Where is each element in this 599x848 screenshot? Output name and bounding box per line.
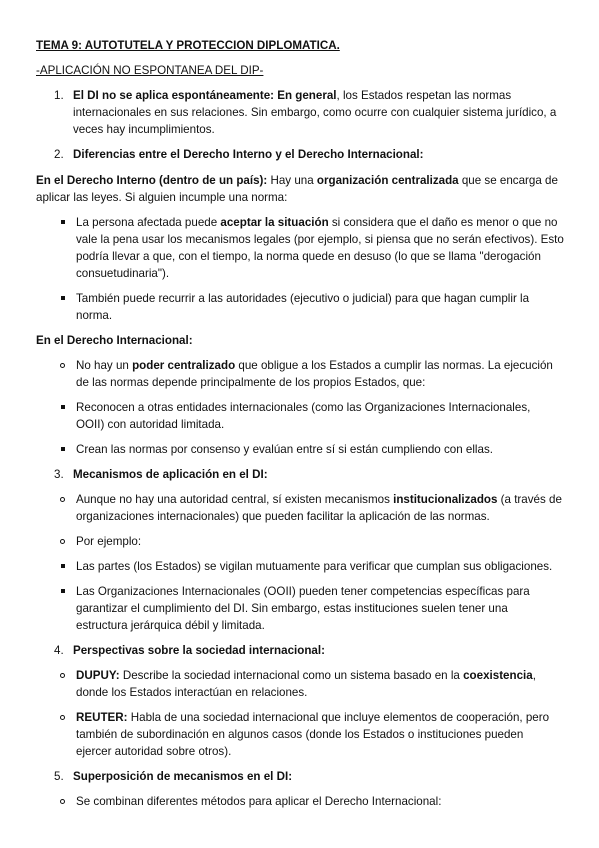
section-3-sq1: Las partes (los Estados) se vigilan mutuamente para verificar que cumplan sus obligaciones. <box>76 560 553 573</box>
internacional-c1-bold: poder centralizado <box>132 359 236 372</box>
square-bullet-icon <box>61 447 65 451</box>
section-4-c1-bold-2: coexistencia <box>463 669 533 682</box>
square-bullet-icon <box>61 405 65 409</box>
section-4-heading: Perspectivas sobre la sociedad internacional: <box>73 644 325 657</box>
section-4-dupuy: DUPUY: <box>76 669 120 682</box>
section-1-bold: El DI no se aplica espontáneamente: En general <box>73 89 337 102</box>
section-3-number: 3. <box>54 468 64 481</box>
section-1-line-3: veces hay incumplimientos. <box>73 123 215 136</box>
interno-bullet-1-line-3: podría llevar a que, con el tiempo, la norma quede en desuso (lo que se llama "derogación <box>76 250 541 263</box>
interno-line-2: aplicar las leyes. Si alguien incumple una norma: <box>36 191 288 204</box>
section-3-c1-bold: institucionalizados <box>393 493 498 506</box>
document-subtitle: -APLICACIÓN NO ESPONTANEA DEL DIP- <box>36 64 264 77</box>
section-3-c1-line-2: organizaciones internacionales) que pueden facilitar la aplicación de las normas. <box>76 510 490 523</box>
internacional-c1-line-1 <box>76 357 553 375</box>
section-5-number: 5. <box>54 770 64 783</box>
document-title: TEMA 9: AUTOTUTELA Y PROTECCION DIPLOMATICA. <box>36 39 340 52</box>
square-bullet-icon <box>61 589 65 593</box>
section-3-sq2-line-1: Las Organizaciones Internacionales (OOII) pueden tener competencias específicas para <box>76 585 530 598</box>
interno-bullet-1-text-a: La persona afectada puede <box>76 216 221 229</box>
circle-bullet-icon <box>60 539 65 544</box>
interno-line-1 <box>36 172 558 190</box>
section-3-heading: Mecanismos de aplicación en el DI: <box>73 468 268 481</box>
interno-bullet-1-bold: aceptar la situación <box>220 216 329 229</box>
section-1-text: , los Estados respetan las normas <box>336 89 512 102</box>
interno-bullet-1-line-2: vale la pena usar los mecanismos legales (por ejemplo, si piensa que no serán efectivos). Esto <box>76 233 564 246</box>
circle-bullet-icon <box>60 363 65 368</box>
interno-text-1: Hay una <box>267 174 317 187</box>
interno-bullet-1-line-4: consuetudinaria"). <box>76 267 170 280</box>
interno-bullet-1-text-b: si considera que el daño es menor o que no <box>328 216 558 229</box>
interno-heading: En el Derecho Interno (dentro de un país): <box>36 174 268 187</box>
section-3-sq2-line-3: estructura jerárquica débil y limitada. <box>76 619 265 632</box>
interno-text-2: que se encarga de <box>458 174 558 187</box>
section-4-reuter: REUTER: <box>76 711 128 724</box>
section-4-number: 4. <box>54 644 64 657</box>
internacional-c1-text-a: No hay un <box>76 359 133 372</box>
section-3-c1-line-1 <box>76 491 562 509</box>
section-4-c1-text-b: , <box>532 669 536 682</box>
section-5-heading: Superposición de mecanismos en el DI: <box>73 770 293 783</box>
section-1-number: 1. <box>54 89 64 102</box>
section-4-c2-text-a: Habla de una sociedad internacional que incluye elementos de cooperación, pero <box>127 711 550 724</box>
circle-bullet-icon <box>60 497 65 502</box>
interno-bullet-2-line-1: También puede recurrir a las autoridades (ejecutivo o judicial) para que hagan cumplir la <box>76 292 530 305</box>
section-3-sq2-line-2: garantizar el cumplimiento del DI. Sin embargo, estas instituciones suelen tener una <box>76 602 508 615</box>
internacional-sq1-line-2: OOII) con autoridad limitada. <box>76 418 225 431</box>
section-1-line-2: internacionales en sus relaciones. Sin embargo, como ocurre con cualquier sistema jurídico, a <box>73 106 557 119</box>
circle-bullet-icon <box>60 673 65 678</box>
section-4-c1-text-a: Describe la sociedad internacional como un sistema basado en la <box>119 669 464 682</box>
section-2-number: 2. <box>54 148 64 161</box>
section-3-c1-text-b: (a través de <box>497 493 562 506</box>
interno-bullet-1-line-1 <box>76 214 557 232</box>
section-4-c1-line-1 <box>76 667 536 685</box>
section-1-line-1 <box>73 87 511 105</box>
section-5-c1: Se combinan diferentes métodos para aplicar el Derecho Internacional: <box>76 795 442 808</box>
circle-bullet-icon <box>60 799 65 804</box>
interno-bullet-2-line-2: norma. <box>76 309 113 322</box>
section-4-c2-line-1 <box>76 709 549 727</box>
section-3-c1-text-a: Aunque no hay una autoridad central, sí existen mecanismos <box>76 493 394 506</box>
internacional-heading: En el Derecho Internacional: <box>36 334 193 347</box>
square-bullet-icon <box>61 296 65 300</box>
section-2-heading: Diferencias entre el Derecho Interno y el Derecho Internacional: <box>73 148 424 161</box>
square-bullet-icon <box>61 220 65 224</box>
section-4-c2-line-3: ejercer autoridad sobre otros). <box>76 745 232 758</box>
interno-bold-2: organización centralizada <box>316 174 459 187</box>
internacional-sq2: Crean las normas por consenso y evalúan entre sí si están cumpliendo con ellas. <box>76 443 493 456</box>
section-4-c2-line-2: también de subordinación en algunos casos (donde los Estados o instituciones pueden <box>76 728 524 741</box>
section-3-c2: Por ejemplo: <box>76 535 142 548</box>
section-4-c1-line-2: donde los Estados interactúan en relaciones. <box>76 686 308 699</box>
circle-bullet-icon <box>60 715 65 720</box>
internacional-c1-line-2: de las normas depende principalmente de los propios Estados, que: <box>76 376 426 389</box>
square-bullet-icon <box>61 564 65 568</box>
internacional-sq1-line-1: Reconocen a otras entidades internacionales (como las Organizaciones Internacionales, <box>76 401 531 414</box>
internacional-c1-text-b: que obligue a los Estados a cumplir las normas. La ejecución <box>235 359 553 372</box>
